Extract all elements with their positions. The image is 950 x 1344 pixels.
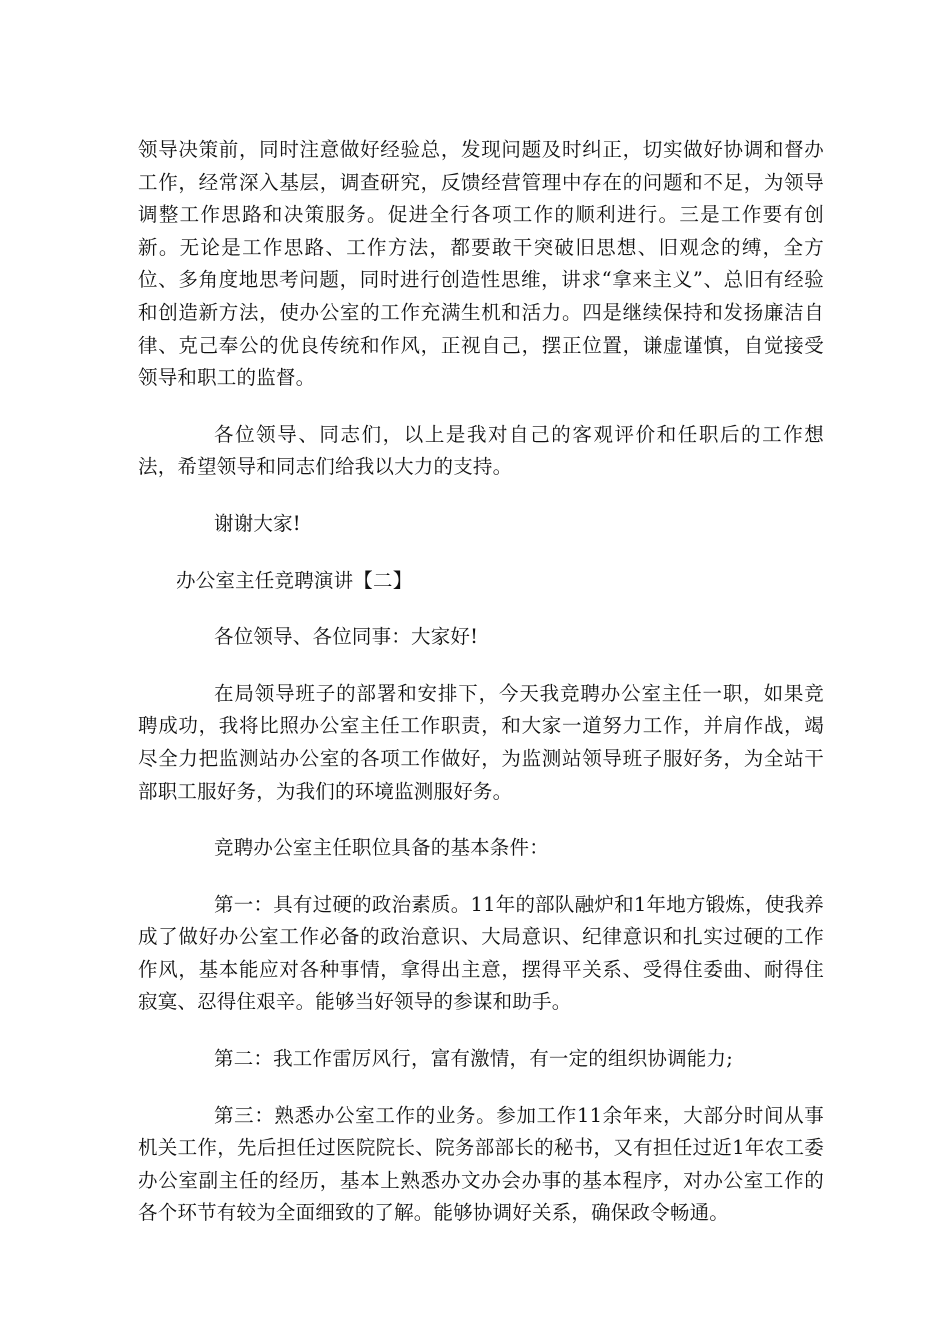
section-heading: 办公室主任竞聘演讲【二】 (176, 568, 413, 592)
paragraph-condition-first: 第一：具有过硬的政治素质。11年的部队融炉和1年地方锻炼，使我养成了做好办公室工作必备的政治意识、大局意识、纪律意识和扎实过硬的工作作风，基本能应对各种事情，拿得出主意，摆得平关系、受得住委曲、耐得住寂寞、忍得住艰辛。能够当好领导的参谋和助手。 (138, 892, 824, 1014)
paragraph-closing-remarks: 各位领导、同志们，以上是我对自己的客观评价和任职后的工作想法，希望领导和同志们给我以大力的支持。 (138, 422, 824, 479)
document-body (138, 134, 824, 1230)
paragraph-greeting: 各位领导、各位同事：大家好! (214, 625, 479, 649)
paragraph-condition-third: 第三：熟悉办公室工作的业务。参加工作11余年来，大部分时间从事机关工作，先后担任过医院院长、院务部部长的秘书，又有担任过近1年农工委办公室副主任的经历，基本上熟悉办文办会办事的基本程序，对办公室工作的各个环节有较为全面细致的了解。能够协调好关系，确保政令畅通。 (138, 1103, 824, 1225)
paragraph-condition-second: 第二：我工作雷厉风行，富有激情，有一定的组织协调能力; (214, 1047, 733, 1071)
paragraph-conditions-heading: 竞聘办公室主任职位具备的基本条件： (214, 836, 549, 860)
paragraph-thanks: 谢谢大家! (214, 511, 301, 535)
paragraph-continuation: 领导决策前，同时注意做好经验总，发现问题及时纠正，切实做好协调和督办工作，经常深入基层，调查研究，反馈经营管理中存在的问题和不足，为领导调整工作思路和决策服务。促进全行各项工作的顺利进行。三是工作要有创新。无论是工作思路、工作方法，都要敢干突破旧思想、旧观念的缚，全方位、多角度地思考问题，同时进行创造性思维，讲求“拿来主义”、总旧有经验和创造新方法，使办公室的工作充满生机和活力。四是继续保持和发扬廉洁自律、克己奉公的优良传统和作风，正视自己，摆正位置，谦虚谨慎，自觉接受领导和职工的监督。 (138, 138, 824, 390)
paragraph-introduction: 在局领导班子的部署和安排下，今天我竞聘办公室主任一职，如果竞聘成功，我将比照办公室主任工作职责，和大家一道努力工作，并肩作战，竭尽全力把监测站办公室的各项工作做好，为监测站领导班子服好务，为全站干部职工服好务，为我们的环境监测服好务。 (138, 681, 824, 803)
